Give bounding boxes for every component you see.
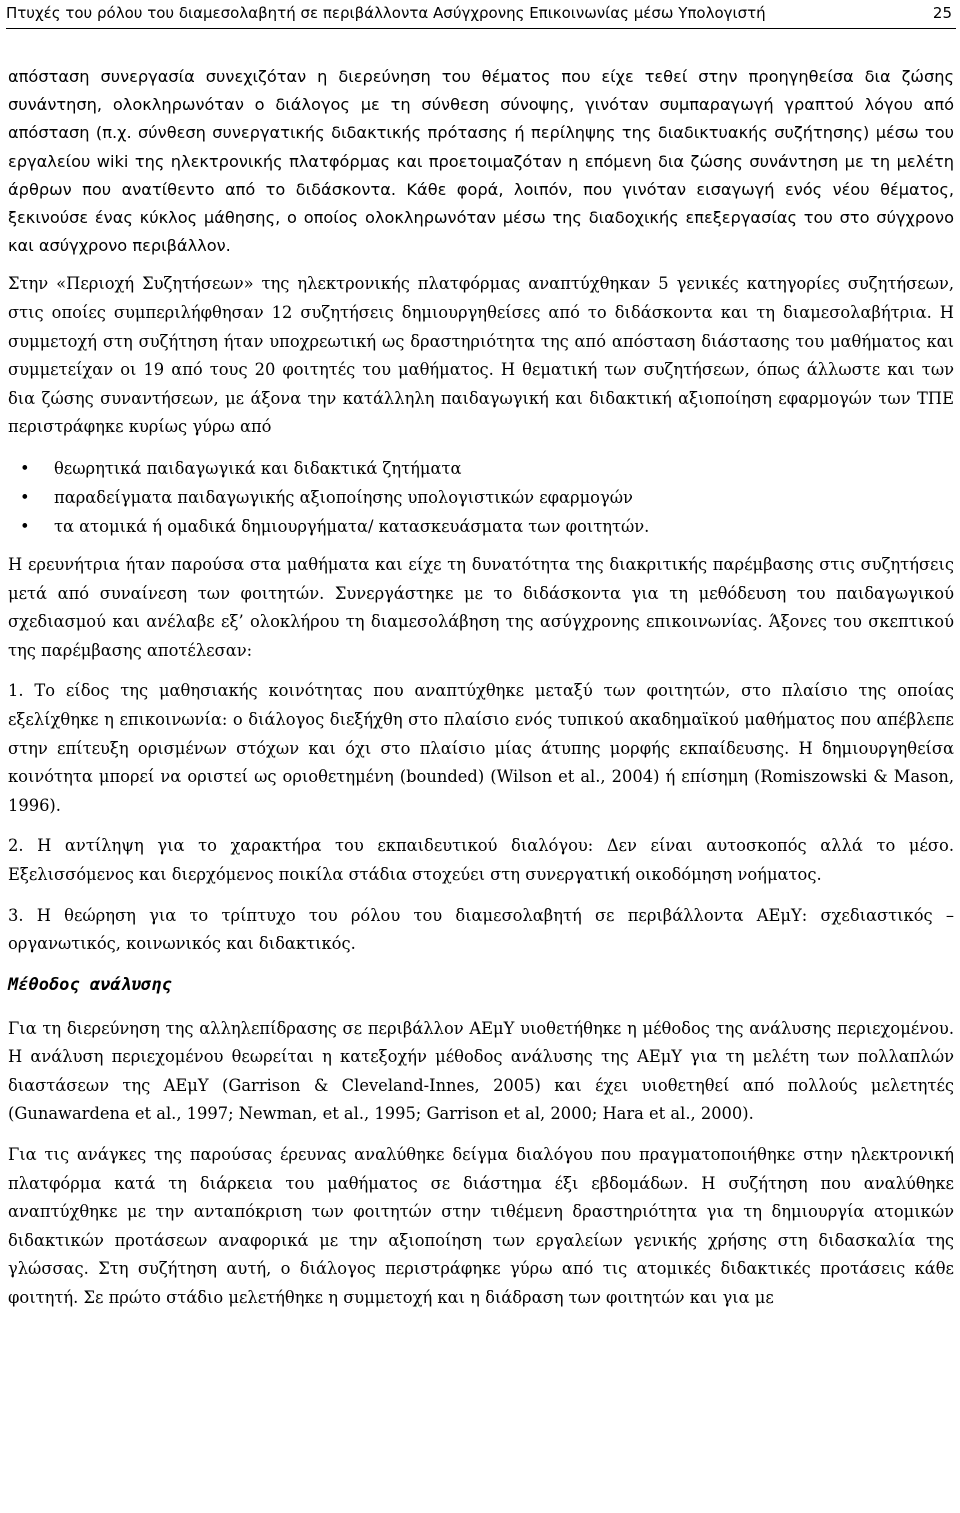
body-content bbox=[8, 63, 954, 1325]
section-heading: Μέθοδος ανάλυσης bbox=[8, 974, 172, 995]
numbered-item-3: 3. Η θεώρηση για το τρίπτυχο του ρόλου του διαμεσολαβητή σε περιβάλλοντα ΑΕμΥ: σχεδιαστικός – οργανωτικός, κοινωνικός και διδακτικός. bbox=[8, 905, 954, 954]
paragraph-8: Για τις ανάγκες της παρούσας έρευνας αναλύθηκε δείγμα διαλόγου που πραγματοποιήθηκε στην ηλεκτρονική πλατφόρμα κατά τη διάρκεια του μαθήματος σε διάστημα έξι εβδομάδων. Η συζήτηση που αναλύθηκε αναπτύχθηκε με την ανταπόκριση των φοιτητών στην τιθέμενη δραστηριότητα για τη δημιουργία ατομικών διδακτικών προτάσεων αναφορικά με την αξιοποίηση των εργαλείων γενικής χρήσης στη διδασκαλία της γλώσσας. Στη συζήτηση αυτή, ο διάλογος περιστράφηκε γύρω από τις ατομικές διδακτικές προτάσεις κάθε φοιτητή. Σε πρώτο στάδιο μελετήθηκε η συμμετοχή και η διάδραση των φοιτητών και για με bbox=[8, 1145, 954, 1308]
list-item: • θεωρητικά παιδαγωγικά και διδακτικά ζητήματα bbox=[8, 454, 954, 483]
running-header bbox=[6, 0, 956, 29]
numbered-item-1: 1. Το είδος της μαθησιακής κοινότητας που αναπτύχθηκε μεταξύ των φοιτητών, στο πλαίσιο της οποίας εξελίχθηκε η επικοινωνία: ο διάλογος διεξήχθη στο πλαίσιο ενός τυπικού ακαδημαϊκού μαθήματος που απέβλεπε στην επίτευξη ορισμένων στόχων και όχι στο πλαίσιο μίας άτυπης μορφής εκπαίδευσης. Η δημιουργηθείσα κοινότητα μπορεί να οριστεί ως οριοθετημένη (bounded) (Wilson et al., 2004) ή επίσημη (Romiszowski & Mason, 1996). bbox=[8, 681, 954, 815]
numbered-item-2: 2. Η αντίληψη για το χαρακτήρα του εκπαιδευτικού διαλόγου: Δεν είναι αυτοσκοπός αλλά το μέσο. Εξελισσόμενος και διερχόμενος ποικίλα στάδια στοχεύει στη συνεργατική οικοδόμηση νοήματος. bbox=[8, 836, 954, 884]
bullet-list bbox=[8, 454, 954, 541]
paragraph-1: απόσταση συνεργασία συνεχιζόταν η διερεύνηση του θέματος που είχε τεθεί στην προηγηθείσα δια ζώσης συνάντηση, ολοκληρωνόταν ο διάλογος με τη σύνθεση σύνοψης, γινόταν συμπαραγωγή γραπτού λόγου από απόσταση (π.χ. σύνθεση συνεργατικής διδακτικής πρότασης ή περίληψης της διαδικτυακής συζήτησης) μέσω του εργαλείου wiki της ηλεκτρονικής πλατφόρμας και προετοιμαζόταν η επόμενη δια ζώσης συνάντηση με τη μελέτη άρθρων που ανατίθεντο από το διδάσκοντα. Κάθε φορά, λοιπόν, που γινόταν εισαγωγή ενός νέου θέματος, ξεκινούσε ένας κύκλος μάθησης, ο οποίος ολοκληρωνόταν μέσω της διαδοχικής επεξεργασίας του στο σύγχρονο και ασύγχρονο περιβάλλον. bbox=[8, 67, 954, 256]
paragraph-2: Στην «Περιοχή Συζητήσεων» της ηλεκτρονικής πλατφόρμας αναπτύχθηκαν 5 γενικές κατηγορίες συζητήσεων, στις οποίες συμπεριλήφθησαν 12 συζητήσεις δημιουργηθείσες από το διδάσκοντα και τη διαμεσολαβήτρια. Η συμμετοχή στη συζήτηση ήταν υποχρεωτική ως δραστηριότητα της από απόσταση διάστασης του μαθήματος και συμμετείχαν οι 19 από τους 20 φοιτητές του μαθήματος. Η θεματική των συζητήσεων, όπως άλλωστε και των δια ζώσης συναντήσεων, με άξονα την κατάλληλη παιδαγωγική και διδακτική αξιοποίηση εφαρμογών των ΤΠΕ περιστράφηκε κυρίως γύρω από bbox=[8, 274, 954, 437]
paragraph-3: Η ερευνήτρια ήταν παρούσα στα μαθήματα και είχε τη δυνατότητα της διακριτικής παρέμβασης στις συζητήσεις μετά από συναίνεση των φοιτητών. Συνεργάστηκε με το διδάσκοντα για τη μεθόδευση του παιδαγωγικού σχεδιασμού και ανέλαβε εξ’ ολοκλήρου τη διαμεσολάβηση της ασύγχρονης επικοινωνίας. Άξονες του σκεπτικού της παρέμβασης αποτέλεσαν: bbox=[8, 554, 954, 660]
paragraph-7: Για τη διερεύνηση της αλληλεπίδρασης σε περιβάλλον ΑΕμΥ υιοθετήθηκε η μέθοδος της ανάλυσης περιεχομένου. Η ανάλυση περιεχομένου θεωρείται η κατεξοχήν μέθοδος ανάλυσης της ΑΕμΥ για τη μελέτη των πολλαπλών διαστάσεων της ΑΕμΥ (Garrison & Cleveland-Innes, 2005) και έχει υιοθετηθεί από πολλούς μελετητές (Gunawardena et al., 1997; Newman, et al., 1995; Garrison et al, 2000; Hara et al., 2000). bbox=[8, 1018, 954, 1124]
page-number: 25 bbox=[932, 4, 952, 22]
list-item: • τα ατομικά ή ομαδικά δημιουργήματα/ κατασκευάσματα των φοιτητών. bbox=[8, 512, 954, 541]
header-title: Πτυχές του ρόλου του διαμεσολαβητή σε περιβάλλοντα Ασύγχρονης Επικοινωνίας μέσω Υπολογιστή bbox=[6, 4, 766, 22]
list-item: • παραδείγματα παιδαγωγικής αξιοποίησης υπολογιστικών εφαρμογών bbox=[8, 483, 954, 512]
